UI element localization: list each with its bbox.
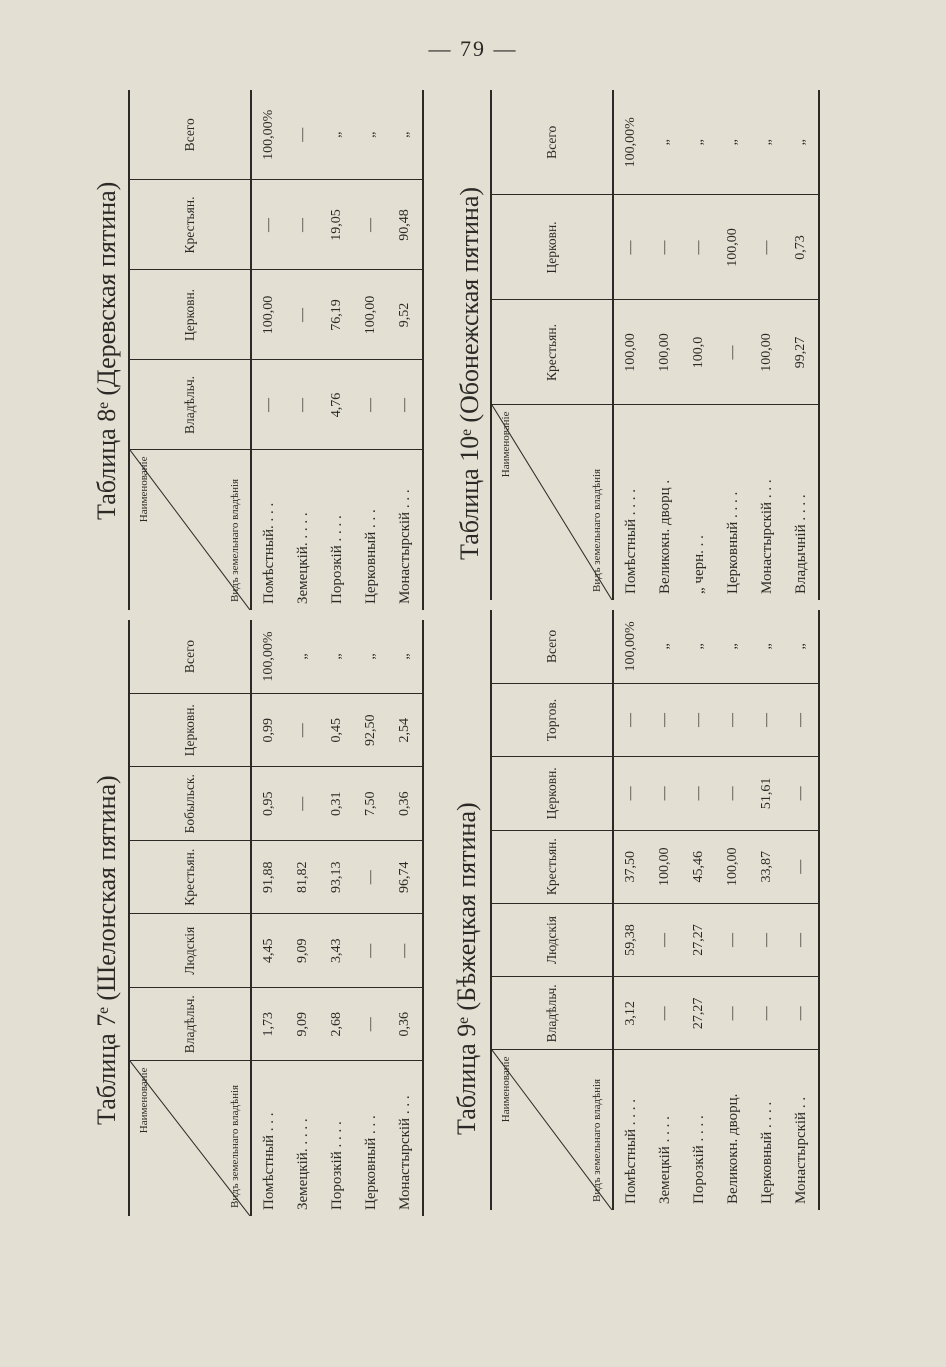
table-cell: — [716, 300, 750, 405]
table-row [784, 610, 819, 1210]
table-cell: „ [750, 610, 784, 683]
table-cell: — [784, 977, 819, 1050]
table-row [682, 610, 716, 1210]
table-cell: „ [286, 620, 320, 694]
table-cell: 99,27 [784, 300, 819, 405]
table-cell: „ [682, 610, 716, 683]
table-7-caption-wrap [92, 775, 132, 1125]
table-row [613, 90, 648, 600]
row-label: Земецкій. . . . . [294, 512, 311, 604]
table-cell: 92,50 [354, 694, 388, 768]
table-7 [128, 620, 424, 1216]
table-cell: „ [388, 90, 423, 180]
table-8-caption: Таблица 8ᵉ (Деревская пятина) [92, 181, 121, 520]
table-row [286, 90, 320, 610]
table-cell: — [286, 694, 320, 768]
table-cell: 59,38 [613, 903, 648, 976]
table-10 [490, 90, 820, 600]
table-cell: — [784, 757, 819, 830]
corner-top-label: Наименованіе [138, 1067, 150, 1134]
table-cell: „ [320, 90, 354, 180]
table-row [354, 620, 388, 1216]
table-cell: 9,09 [286, 988, 320, 1062]
table-cell: 100,00 [648, 300, 682, 405]
table-cell: — [354, 841, 388, 915]
row-label: Помѣстный . . . . [622, 1098, 639, 1204]
table-cell: — [716, 683, 750, 756]
table-cell: 51,61 [750, 757, 784, 830]
table-row [750, 610, 784, 1210]
table-cell: „ [716, 90, 750, 195]
table-cell: 100,00% [613, 90, 648, 195]
row-label: Порозкій . . . . [328, 1121, 345, 1210]
table-cell: — [286, 270, 320, 360]
row-label: Помѣстный . . . [260, 1112, 277, 1210]
row-label: Церковный . . . [362, 509, 379, 604]
row-label: Земецкій . . . . [656, 1116, 673, 1204]
table-row [716, 90, 750, 600]
table-row [354, 90, 388, 610]
table-cell: 100,00 [716, 830, 750, 903]
column-header: Бобыльск. [129, 767, 251, 841]
table-cell: — [682, 195, 716, 300]
table-cell: — [784, 830, 819, 903]
table-cell: „ [388, 620, 423, 694]
table-cell: 100,00 [354, 270, 388, 360]
table-cell: — [286, 360, 320, 450]
column-header: Владѣльч. [129, 988, 251, 1062]
table-row [613, 610, 648, 1210]
table-row [784, 90, 819, 600]
table-cell: 0,99 [251, 694, 286, 768]
table-cell: 0,36 [388, 988, 423, 1062]
table-cell: 45,46 [682, 830, 716, 903]
table-cell: — [784, 683, 819, 756]
table-row [648, 610, 682, 1210]
table-cell: 0,36 [388, 767, 423, 841]
table-cell: — [716, 903, 750, 976]
table-cell: — [613, 757, 648, 830]
row-label: Владычній . . . . [792, 494, 809, 594]
table-cell: 2,68 [320, 988, 354, 1062]
table-cell: 27,27 [682, 977, 716, 1050]
table-cell: 33,87 [750, 830, 784, 903]
table-cell: — [648, 977, 682, 1050]
table-cell: — [750, 977, 784, 1050]
table-cell: „ [354, 620, 388, 694]
table-cell: „ [648, 610, 682, 683]
table-9 [490, 610, 820, 1210]
table-9-caption: Таблица 9ᵉ (Бѣжецкая пятина) [452, 802, 481, 1135]
row-label: Монастырскій . . . [396, 489, 413, 604]
column-header: Крестьян. [129, 180, 251, 270]
row-label: Помѣстный . . . . [622, 488, 639, 594]
column-header: Крестьян. [491, 300, 613, 405]
column-header: Владѣльч. [129, 360, 251, 450]
corner-bottom-label: Видъ земельнаго владѣнія [591, 468, 603, 592]
table-cell: — [354, 360, 388, 450]
table-7-corner [129, 1061, 251, 1216]
table-row [286, 620, 320, 1216]
table-8-corner [129, 450, 251, 610]
table-cell: — [648, 683, 682, 756]
column-header: Торгов. [491, 683, 613, 756]
table-row [320, 90, 354, 610]
corner-top-label: Наименованіе [138, 456, 150, 523]
table-cell: 81,82 [286, 841, 320, 915]
column-header: Церковн. [129, 270, 251, 360]
table-cell: — [648, 757, 682, 830]
table-cell: 2,54 [388, 694, 423, 768]
table-10-caption-wrap [455, 186, 495, 560]
table-row [716, 610, 750, 1210]
column-header: Владѣльч. [491, 977, 613, 1050]
row-label: Помѣстный. . . . [260, 502, 277, 604]
table-cell: — [682, 683, 716, 756]
row-label: Великокн. дворц . [656, 479, 673, 594]
row-label: Церковный . . . [362, 1115, 379, 1210]
row-label: Церковный . . . . [758, 1101, 775, 1204]
table-cell: 90,48 [388, 180, 423, 270]
table-cell: — [388, 914, 423, 988]
table-cell: „ [784, 90, 819, 195]
table-cell: 27,27 [682, 903, 716, 976]
corner-bottom-label: Видъ земельнаго владѣнія [591, 1078, 603, 1202]
table-cell: 100,00 [251, 270, 286, 360]
table-row [648, 90, 682, 600]
table-10-caption: Таблица 10ᵉ (Обонежская пятина) [455, 186, 484, 560]
table-cell: — [750, 903, 784, 976]
table-row [251, 90, 286, 610]
table-cell: 100,00% [251, 90, 286, 180]
table-10-corner [491, 405, 613, 600]
table-cell: 7,50 [354, 767, 388, 841]
row-label: „ черн. . . [690, 535, 707, 594]
table-10-header-row [491, 90, 613, 600]
row-label: Монастырскій . . . [396, 1095, 413, 1210]
table-row [388, 620, 423, 1216]
column-header: Всего [491, 90, 613, 195]
table-cell: — [784, 903, 819, 976]
table-cell: — [354, 180, 388, 270]
table-cell: 0,31 [320, 767, 354, 841]
table-cell: 9,52 [388, 270, 423, 360]
corner-top-label: Наименованіе [500, 1056, 512, 1123]
corner-bottom-label: Видъ земельнаго владѣнія [229, 1084, 241, 1208]
row-label: Порозкій . . . . [690, 1115, 707, 1204]
table-cell: — [251, 180, 286, 270]
table-9-caption-wrap [452, 802, 492, 1135]
table-cell: 100,00 [716, 195, 750, 300]
table-cell: 96,74 [388, 841, 423, 915]
table-cell: — [286, 90, 320, 180]
page-number: — 79 — [428, 36, 518, 61]
table-cell: 100,00 [750, 300, 784, 405]
table-cell: — [251, 360, 286, 450]
table-cell: — [354, 988, 388, 1062]
table-cell: 4,45 [251, 914, 286, 988]
corner-top-label: Наименованіе [500, 411, 512, 478]
table-cell: — [388, 360, 423, 450]
table-cell: — [354, 914, 388, 988]
row-label: Монастырскій . . [792, 1096, 809, 1204]
table-cell: 100,00% [613, 610, 648, 683]
table-cell: 100,00 [613, 300, 648, 405]
table-8-caption-wrap [92, 181, 132, 520]
table-row [320, 620, 354, 1216]
table-cell: — [286, 180, 320, 270]
table-cell: 37,50 [613, 830, 648, 903]
table-8 [128, 90, 424, 610]
table-cell: — [286, 767, 320, 841]
table-cell: 3,43 [320, 914, 354, 988]
column-header: Церковн. [491, 195, 613, 300]
table-cell: „ [648, 90, 682, 195]
table-cell: — [648, 195, 682, 300]
table-cell: — [750, 683, 784, 756]
table-9-header-row [491, 610, 613, 1210]
column-header: Всего [129, 620, 251, 694]
corner-bottom-label: Видъ земельнаго владѣнія [229, 478, 241, 602]
table-cell: 100,0 [682, 300, 716, 405]
table-cell: 1,73 [251, 988, 286, 1062]
table-cell: — [716, 977, 750, 1050]
row-label: Порозкій . . . . [328, 515, 345, 604]
table-row [251, 620, 286, 1216]
table-cell: „ [784, 610, 819, 683]
row-label: Церковный . . . . [724, 491, 741, 594]
table-cell: — [613, 683, 648, 756]
column-header: Всего [129, 90, 251, 180]
table-cell: 0,73 [784, 195, 819, 300]
column-header: Церковн. [491, 757, 613, 830]
table-cell: — [682, 757, 716, 830]
table-row [388, 90, 423, 610]
table-cell: — [648, 903, 682, 976]
row-label: Земецкій. . . . . [294, 1118, 311, 1210]
table-cell: 91,88 [251, 841, 286, 915]
table-cell: 93,13 [320, 841, 354, 915]
table-cell: 4,76 [320, 360, 354, 450]
column-header: Крестьян. [491, 830, 613, 903]
table-8-header-row [129, 90, 251, 610]
table-cell: 9,09 [286, 914, 320, 988]
table-cell: 3,12 [613, 977, 648, 1050]
table-cell: „ [320, 620, 354, 694]
table-cell: 19,05 [320, 180, 354, 270]
row-label: Монастырскій . . . [758, 479, 775, 594]
table-7-header-row [129, 620, 251, 1216]
column-header: Людскія [491, 903, 613, 976]
column-header: Людскія [129, 914, 251, 988]
table-9-corner [491, 1050, 613, 1210]
table-cell: 76,19 [320, 270, 354, 360]
table-cell: — [716, 757, 750, 830]
table-row [750, 90, 784, 600]
table-cell: „ [716, 610, 750, 683]
column-header: Крестьян. [129, 841, 251, 915]
column-header: Церковн. [129, 694, 251, 768]
table-cell: — [613, 195, 648, 300]
table-cell: „ [682, 90, 716, 195]
table-cell: 0,45 [320, 694, 354, 768]
column-header: Всего [491, 610, 613, 683]
table-cell: — [750, 195, 784, 300]
row-label: Великокн. дворц. [724, 1093, 741, 1204]
table-cell: „ [750, 90, 784, 195]
table-cell: 100,00 [648, 830, 682, 903]
table-7-caption: Таблица 7ᵉ (Шелонская пятина) [92, 775, 121, 1125]
table-row [682, 90, 716, 600]
table-cell: „ [354, 90, 388, 180]
table-cell: 100,00% [251, 620, 286, 694]
table-cell: 0,95 [251, 767, 286, 841]
